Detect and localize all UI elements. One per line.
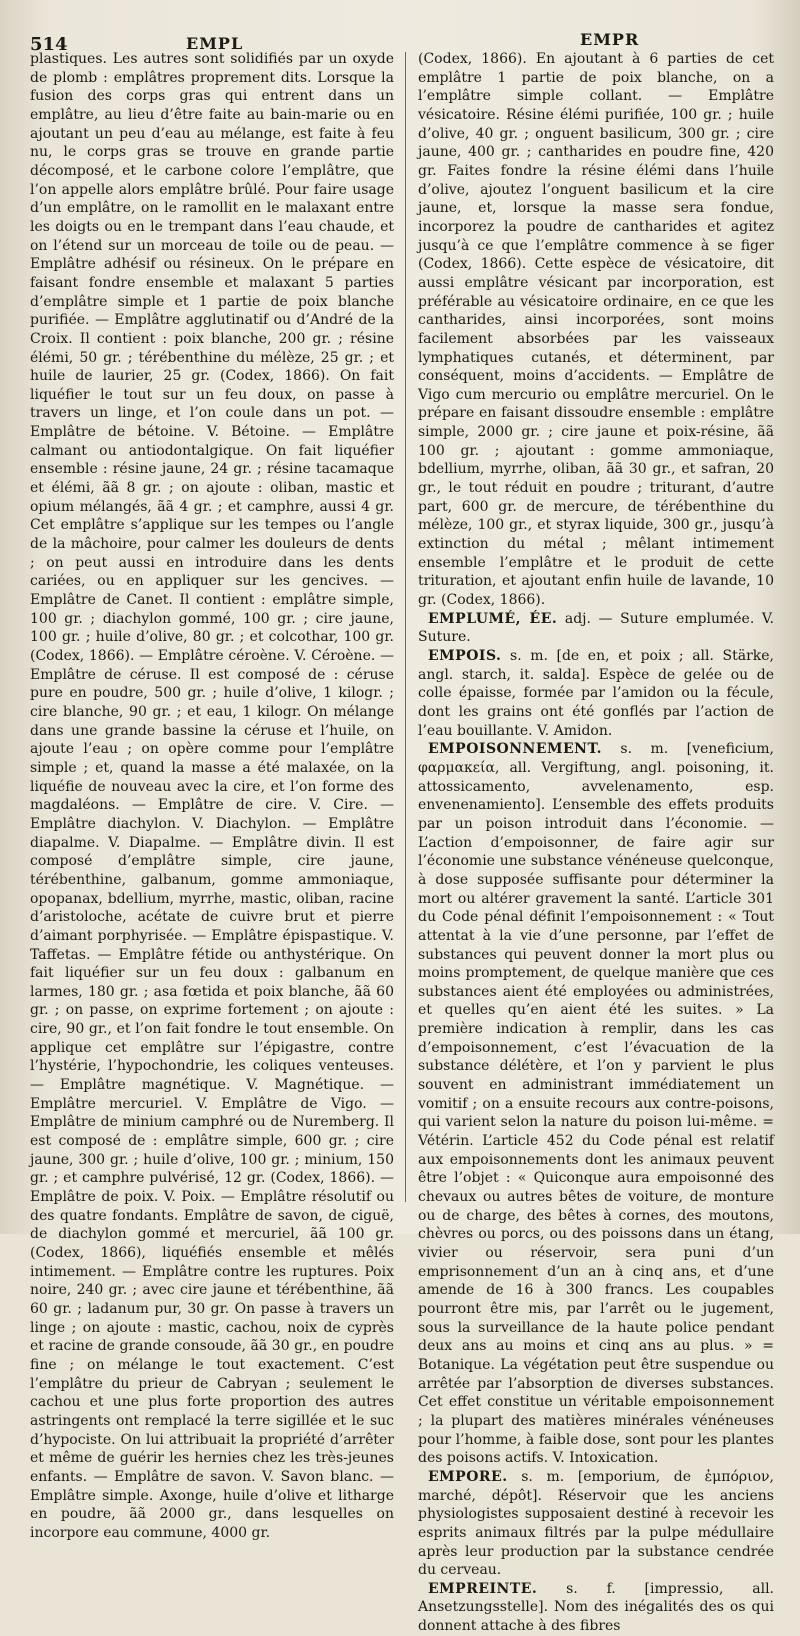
left-column	[30, 50, 394, 1541]
dictionary-entry-empreinte	[418, 1580, 774, 1636]
dictionary-entry-empoisonnement	[418, 740, 774, 1468]
right-column	[418, 50, 774, 1635]
column-divider	[405, 52, 406, 1202]
right-column-continuation: (Codex, 1866). En ajoutant à 6 parties de cet emplâtre 1 partie de poix blanche, on a l’emplâtre simple collant. — Emplâtre vésicatoire. Résine élémi purifiée, 100 gr. ; huile d’olive, 40 gr. ; onguent basilicum, 300 gr. ; cire jaune, 400 gr. ; cantharides en poudre fine, 420 gr. Faites fondre la résine élémi dans l’huile d’olive, ajoutez l’onguent basilicum et la cire jaune, et, lorsque la masse sera fondue, incorporez la poudre de cantharides et agitez jusqu’à ce que l’emplâtre commence à se figer (Codex, 1866). Cette espèce de vésicatoire, dit aussi emplâtre vésicant par incorporation, est préférable au vésicatoire ordinaire, en ce que les cantharides, ainsi incorporées, sont moins facilement absorbées par les vaisseaux lymphatiques cutanés, et déterminent, par conséquent, moins d’accidents. — Emplâtre de Vigo cum mercurio ou emplâtre mercuriel. On le prépare en faisant dissoudre ensemble : emplâtre simple, 2000 gr. ; cire jaune et poix-résine, ãã 100 gr. ; ajoutant : gomme ammoniaque, bdellium, myrrhe, oliban, ãã 30 gr., et safran, 20 gr., le tout réduit en poudre ; triturant, d’autre part, 600 gr. de mercure, de térébenthine du mélèze, 100 gr., et styrax liquide, 300 gr., jusqu’à extinction du métal ; mêlant intimement ensemble l’emplâtre et le produit de cette trituration, et ajoutant enfin huile de lavande, 10 gr. (Codex, 1866).	[418, 51, 774, 609]
page-number: 514	[30, 34, 68, 55]
entry-body: s. m. [de en, et poix ; all. Stärke, angl. starch, it. salda]. Espèce de gelée ou de colle épaisse, formée par l’amidon ou la fécule, dont les grains ont été gonflés par l’action de l’eau bouillante. V. Amidon.	[418, 648, 774, 739]
entry-headword: EMPORE.	[428, 1468, 508, 1485]
entry-body: s. f. [impressio, all. Ansetzungsstelle]. Nom des inégalités des os qui donnent attache à des fibres	[418, 1580, 774, 1635]
entry-headword: EMPREINTE.	[428, 1580, 538, 1597]
entry-headword: EMPOIS.	[428, 648, 502, 664]
dictionary-entry-empois	[418, 647, 774, 740]
dictionary-entry-emplume	[418, 610, 774, 647]
entry-body: s. m. [emporium, de ἐμπόριον, marché, dépôt]. Réservoir que les anciens physiologistes supposaient destiné à recevoir les esprits animaux filtrés par la pulpe médullaire après leur production par la substance cendrée du cerveau.	[418, 1468, 774, 1579]
right-running-head: EMPR	[580, 30, 640, 49]
dictionary-entry-empore	[418, 1468, 774, 1580]
entry-body: s. m. [veneficium, φαρμακεία, all. Vergiftung, angl. poisoning, it. attossicamento, avvelenamento, esp. envenenamiento]. L’ensemble des effets produits par un poison introduit dans l’économie. — L’action d’empoisonner, de faire agir sur l’économie une substance vénéneuse quelconque, à dose supposée suffisante pour déterminer la mort ou altérer gravement la santé. L’article 301 du Code pénal définit l’empoisonnement : « Tout attentat à la vie d’une personne, par l’effet de substances qui peuvent donner la mort plus ou moins promptement, de quelque manière que ces substances aient été employées ou administrées, et quelles qu’en aient été les suites. » La première indication à remplir, dans les cas d’empoisonnement, c’est l’évacuation de la substance délétère, et l’on y parvient le plus souvent en administrant immédiatement un vomitif ; on a ensuite recours aux contre-poisons, qui varient selon la nature du poison lui-même. = Vétérin. L’article 452 du Code pénal est relatif aux empoisonnements dont les animaux peuvent être l’objet : « Quiconque aura empoisonné des chevaux ou autres bêtes de voiture, de monture ou de charge, des bêtes à cornes, des moutons, chèvres ou porcs, ou des poissons dans un étang, vivier ou réservoir, sera puni d’un emprisonnement d’un an à cinq ans, et d’une amende de 16 à 300 francs. Les coupables pourront être mis, par l’arrêt ou le jugement, sous la surveillance de la haute police pendant deux ans au moins et cinq ans au plus. » = Botanique. La végétation peut être suspendue ou arrêtée par l’absorption de diverses substances. Cet effet constitue un véritable empoisonnement ; la plupart des matières minérales vénéneuses pour l’homme, à faible dose, sont pour les plantes des poisons actifs. V. Intoxication.	[418, 741, 774, 1467]
entry-body: adj. — Suture emplumée. V. Suture.	[418, 610, 774, 646]
entry-headword: EMPLUMÉ, ÉE.	[428, 610, 558, 627]
entry-headword: EMPOISONNEMENT.	[428, 741, 602, 758]
left-running-head: EMPL	[186, 34, 244, 53]
left-column-text: plastiques. Les autres sont solidifiés par un oxyde de plomb : emplâtres proprement dits. Lorsque la fusion des corps gras qui entrent dans un emplâtre, au lieu d’être faite au bain-marie ou en ajoutant un peu d’eau au mélange, est faite à feu nu, le corps gras se trouve en grande partie décomposé, et le carbone colore l’emplâtre, que l’on appelle alors emplâtre brûlé. Pour faire usage d’un emplâtre, on le ramollit en le malaxant entre les doigts ou en le trempant dans l’eau chaude, et on l’étend sur un morceau de toile ou de peau. — Emplâtre adhésif ou résineux. On le prépare en faisant fondre ensemble et malaxant 5 parties d’emplâtre simple et 1 partie de poix blanche purifiée. — Emplâtre agglutinatif ou d’André de la Croix. Il contient : poix blanche, 200 gr. ; résine élémi, 50 gr. ; térébenthine du mélèze, 25 gr. ; et huile de laurier, 25 gr. (Codex, 1866). On fait liquéfier le tout sur un feu doux, on passe à travers un linge, et l’on coule dans un pot. — Emplâtre de bétoine. V. Bétoine. — Emplâtre calmant ou antiodontalgique. On fait liquéfier ensemble : résine jaune, 24 gr. ; résine tacamaque et élémi, ãã 8 gr. ; on ajoute : oliban, mastic et opium mélangés, ãã 4 gr. ; et camphre, aussi 4 gr. Cet emplâtre s’applique sur les tempes ou l’angle de la mâchoire, pour calmer les douleurs de dents ; on peut aussi en introduire dans les dents cariées, ou en appliquer sur les gencives. — Emplâtre de Canet. Il contient : emplâtre simple, 100 gr. ; diachylon gommé, 100 gr. ; cire jaune, 100 gr. ; huile d’olive, 80 gr. ; et colcothar, 100 gr. (Codex, 1866). — Emplâtre céroène. V. Céroène. — Emplâtre de céruse. Il est composé de : céruse pure en poudre, 500 gr. ; huile d’olive, 1 kilogr. ; cire blanche, 90 gr. ; et eau, 1 kilogr. On mélange dans une grande bassine la céruse et l’huile, on ajoute l’eau ; on opère comme pour l’emplâtre simple ; et, quand la masse a été malaxée, on la liquéfie de nouveau avec la cire, et l’on forme des magdaléons. — Emplâtre de cire. V. Cire. — Emplâtre diachylon. V. Diachylon. — Emplâtre diapalme. V. Diapalme. — Emplâtre divin. Il est composé d’emplâtre simple, cire jaune, térébenthine, galbanum, gomme ammoniaque, opopanax, bdellium, myrrhe, mastic, oliban, racine d’aristoloche, acétate de cuivre brut et pierre d’aimant porphyrisée. — Emplâtre épispastique. V. Taffetas. — Emplâtre fétide ou anthystérique. On fait liquéfier sur un feu doux : galbanum en larmes, 180 gr. ; asa fœtida et poix blanche, ãã 60 gr. ; on passe, on exprime fortement ; on ajoute : cire, 90 gr., et l’on fait fondre le tout ensemble. On applique cet emplâtre sur l’épigastre, contre l’hystérie, l’hypochondrie, les coliques venteuses. — Emplâtre magnétique. V. Magnétique. — Emplâtre mercuriel. V. Emplâtre de Vigo. — Emplâtre de minium camphré ou de Nuremberg. Il est composé de : emplâtre simple, 600 gr. ; cire jaune, 300 gr. ; huile d’olive, 100 gr. ; minium, 150 gr. ; et camphre pulvérisé, 12 gr. (Codex, 1866). — Emplâtre de poix. V. Poix. — Emplâtre résolutif ou des quatre fondants. Emplâtre de savon, de ciguë, de diachylon gommé et mercuriel, ãã 100 gr. (Codex, 1866), liquéfiés ensemble et mêlés intimement. — Emplâtre contre les ruptures. Poix noire, 240 gr. ; avec cire jaune et térébenthine, ãã 60 gr. ; ladanum pur, 30 gr. On passe à travers un linge ; on ajoute : mastic, cachou, noix de cyprès et racine de grande consoude, ãã 30 gr., en poudre fine ; on mélange le tout exactement. C’est l’emplâtre du prieur de Cabryan ; seulement le cachou et une plus forte proportion des autres astringents ont remplacé la terre sigillée et le suc d’hypociste. On lui attribuait la propriété d’arrêter et même de guérir les hernies chez les très-jeunes enfants. — Emplâtre de savon. V. Savon blanc. — Emplâtre simple. Axonge, huile d’olive et litharge en poudre, ãã 2000 gr., dans lesquelles on incorpore eau commune, 4000 gr.	[30, 51, 394, 1541]
